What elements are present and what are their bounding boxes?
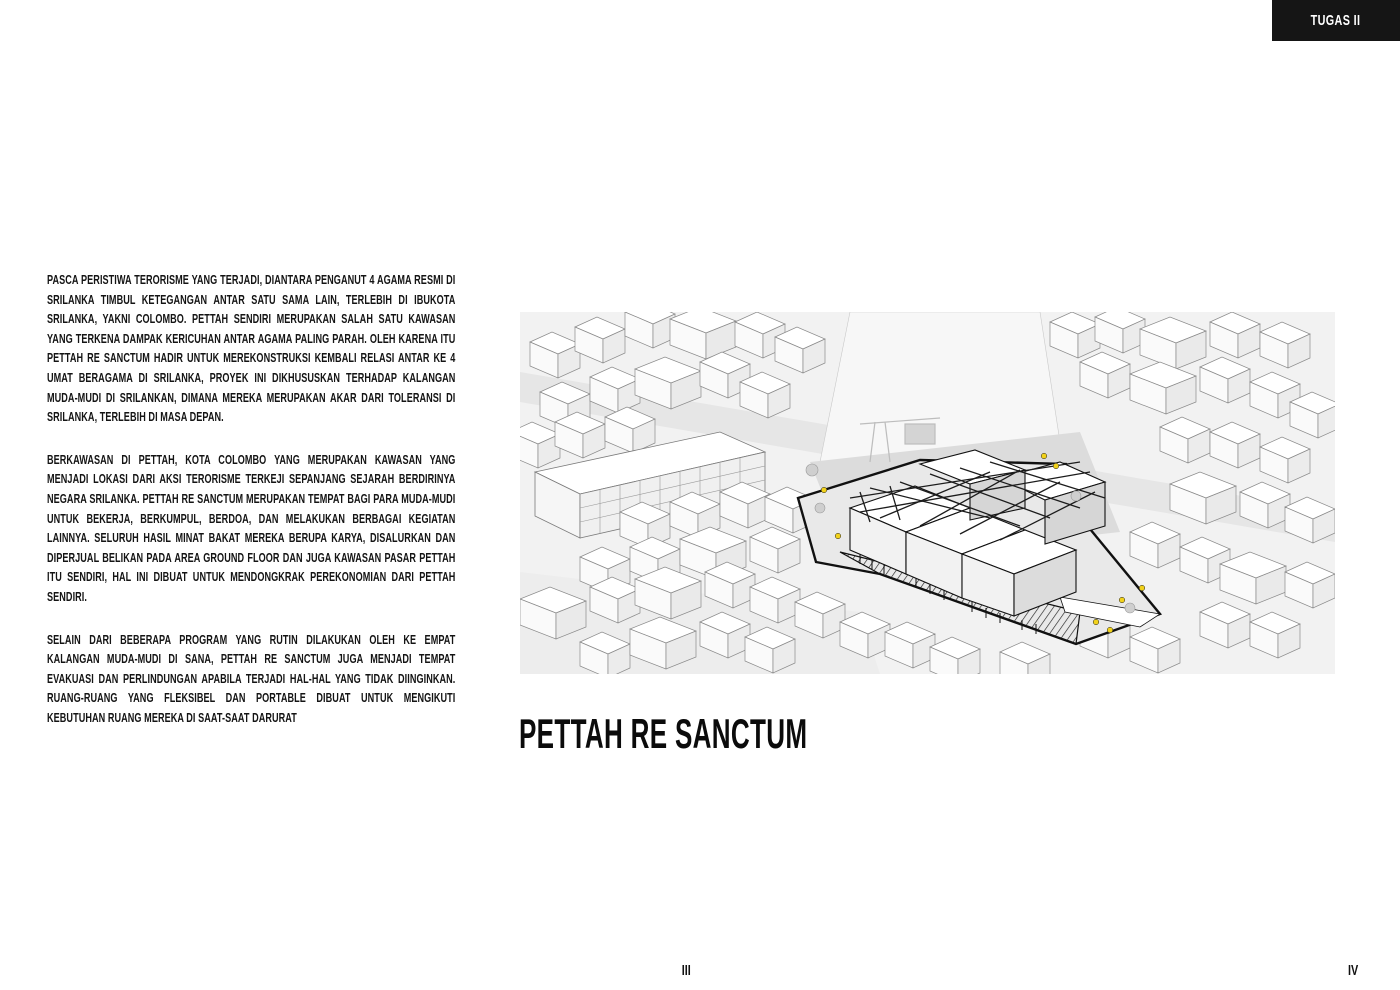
- page-number-left: [680, 962, 693, 979]
- project-title: PETTAH RE SANCTUM: [519, 710, 808, 757]
- body-text: [47, 270, 455, 727]
- section-tab-label: TUGAS II: [1311, 12, 1361, 29]
- paragraph-1: PASCA PERISTIWA TERORISME YANG TERJADI, DIANTARA PENGANUT 4 AGAMA RESMI DI SRILANKA TIMBUL KETEGANGAN ANTAR SATU SAMA LAIN, TERLEBIH DI IBUKOTA SRILANKA, YAKNI COLOMBO. PETTAH SENDIRI MERUPAKAN SALAH SATU KAWASAN YANG TERKENA DAMPAK KERICUHAN ANTAR AGAMA PALING PARAH. OLEH KARENA ITU PETTAH RE SANCTUM HADIR UNTUK MEREKONSTRUKSI KEMBALI RELASI ANTAR KE 4 UMAT BERAGAMA DI SRILANKA, PROYEK INI DIKHUSUSKAN TERHADAP KALANGAN MUDA-MUDI DI SRILANKAN, DIMANA MEREKA MERUPAKAN AKAR DARI TOLERANSI DI SRILANKA, TERLEBIH DI MASA DEPAN.: [47, 272, 456, 425]
- axonometric-site-drawing: [520, 312, 1335, 674]
- paragraph-2: BERKAWASAN DI PETTAH, KOTA COLOMBO YANG MERUPAKAN KAWASAN YANG MENJADI LOKASI DARI AKSI TERORISME TERKEJI SEPANJANG SEJARAH BERDIRINYA NEGARA SRILANKA. PETTAH RE SANCTUM MERUPAKAN TEMPAT BAGI PARA MUDA-MUDI UNTUK BEKERJA, BERKUMPUL, BERDOA, DAN MELAKUKAN BERBAGAI KEGIATAN LAINNYA. SELURUH HASIL MINAT BAKAT MEREKA BERUPA KARYA, DISALURKAN DAN DIPERJUAL BELIKAN PADA AREA GROUND FLOOR DAN JUGA KAWASAN PASAR PETTAH ITU SENDIRI, HAL INI DIBUAT UNTUK MENDONGKRAK PEREKONOMIAN DARI PETTAH SENDIRI.: [47, 451, 456, 604]
- page-number-right-label: IV: [1347, 962, 1359, 979]
- page-number-right: [1346, 962, 1360, 979]
- section-tab: [1272, 0, 1400, 41]
- page-number-left-label: III: [681, 962, 691, 979]
- paragraph-3: SELAIN DARI BEBERAPA PROGRAM YANG RUTIN DILAKUKAN OLEH KE EMPAT KALANGAN MUDA-MUDI DI SANA, PETTAH RE SANCTUM JUGA MENJADI TEMPAT EVAKUASI DAN PERLINDUNGAN APABILA TERJADI HAL-HAL YANG TIDAK DIINGINKAN. RUANG-RUANG YANG FLEKSIBEL DAN PORTABLE DIBUAT UNTUK MENGIKUTI KEBUTUHAN RUANG MEREKA DI SAAT-SAAT DARURAT: [47, 631, 456, 725]
- site-drawing-svg: [520, 312, 1335, 674]
